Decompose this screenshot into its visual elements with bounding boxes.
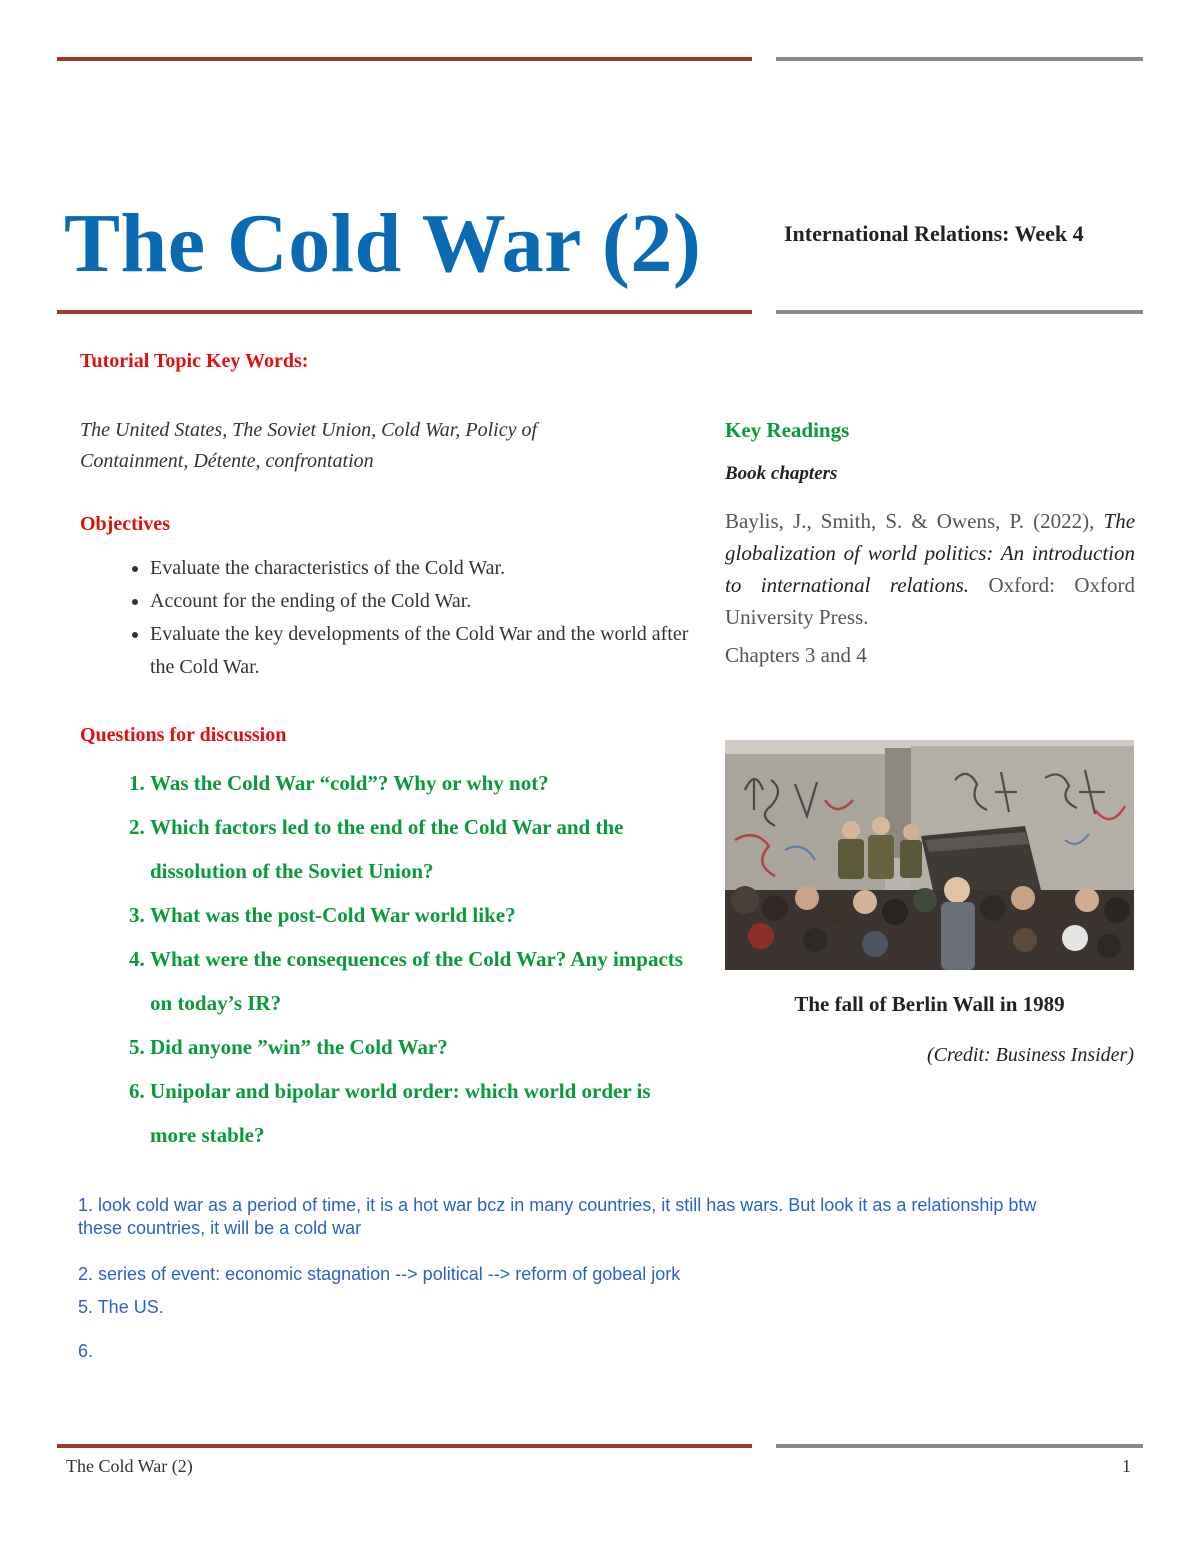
book-chapters-heading: Book chapters [725, 463, 838, 484]
top-rule-red [57, 57, 752, 61]
note-answer-1-line-1: 1. look cold war as a period of time, it is a hot war bcz in many countries, it still has wars. But look it as a relationship btw [78, 1195, 1037, 1215]
citation-publisher: Oxford: Oxford University Press. [725, 573, 1136, 629]
note-answer-2: 2. series of event: economic stagnation --> political --> reform of gobeal jork [78, 1264, 681, 1284]
chapters-text: Chapters 3 and 4 [725, 643, 867, 667]
question-item: 2. Which factors led to the end of the Cold War and the dissolution of the Soviet Union? [150, 805, 690, 893]
keywords-line-2: Containment, Détente, confrontation [80, 450, 374, 472]
citation-title: The globalization of world politics: An introduction to international relations. [725, 509, 1136, 597]
keywords-heading: Tutorial Topic Key Words: [80, 350, 309, 372]
reading-citation [725, 505, 1135, 633]
right-column [725, 418, 1135, 668]
note-answer-1-line-2: these countries, it will be a cold war [78, 1218, 362, 1238]
objective-item: • Account for the ending of the Cold War. [150, 585, 690, 618]
keywords-text [80, 415, 690, 477]
footer-rule-gray [776, 1444, 1143, 1448]
objectives-heading: Objectives [80, 513, 170, 535]
photo-caption: The fall of Berlin Wall in 1989 [794, 992, 1065, 1016]
objective-item: • Evaluate the key developments of the Cold War and the world after the Cold War. [150, 618, 690, 684]
footer-title: The Cold War (2) [66, 1456, 193, 1476]
question-item: 5. Did anyone ”win” the Cold War? [150, 1025, 690, 1069]
title-rule-red [57, 310, 752, 314]
berlin-wall-photo [725, 740, 1134, 970]
footer-rule-red [57, 1444, 752, 1448]
course-subtitle: International Relations: Week 4 [784, 221, 1084, 246]
question-item: 4. What were the consequences of the Cold War? Any impacts on today’s IR? [150, 937, 690, 1025]
objective-item: • Evaluate the characteristics of the Cold War. [150, 552, 690, 585]
questions-list [80, 761, 690, 1157]
photo-credit: (Credit: Business Insider) [926, 1044, 1134, 1066]
keywords-line-1: The United States, The Soviet Union, Cold War, Policy of [80, 419, 538, 441]
left-column [80, 350, 690, 1157]
question-item: 1. Was the Cold War “cold”? Why or why not? [150, 761, 690, 805]
question-item: 6. Unipolar and bipolar world order: which world order is more stable? [150, 1069, 690, 1157]
page-title: The Cold War (2) [64, 197, 702, 290]
readings-heading: Key Readings [725, 418, 850, 442]
questions-heading: Questions for discussion [80, 724, 287, 746]
note-answer-5: 5. The US. [78, 1297, 164, 1317]
page-number: 1 [1122, 1456, 1131, 1476]
title-rule-gray [776, 310, 1143, 314]
note-answer-6: 6. [78, 1341, 94, 1361]
citation-authors: Baylis, J., Smith, S. & Owens, P. (2022), [725, 509, 1095, 533]
question-item: 3. What was the post-Cold War world like? [150, 893, 690, 937]
objectives-list [80, 552, 690, 684]
top-rule-gray [776, 57, 1143, 61]
